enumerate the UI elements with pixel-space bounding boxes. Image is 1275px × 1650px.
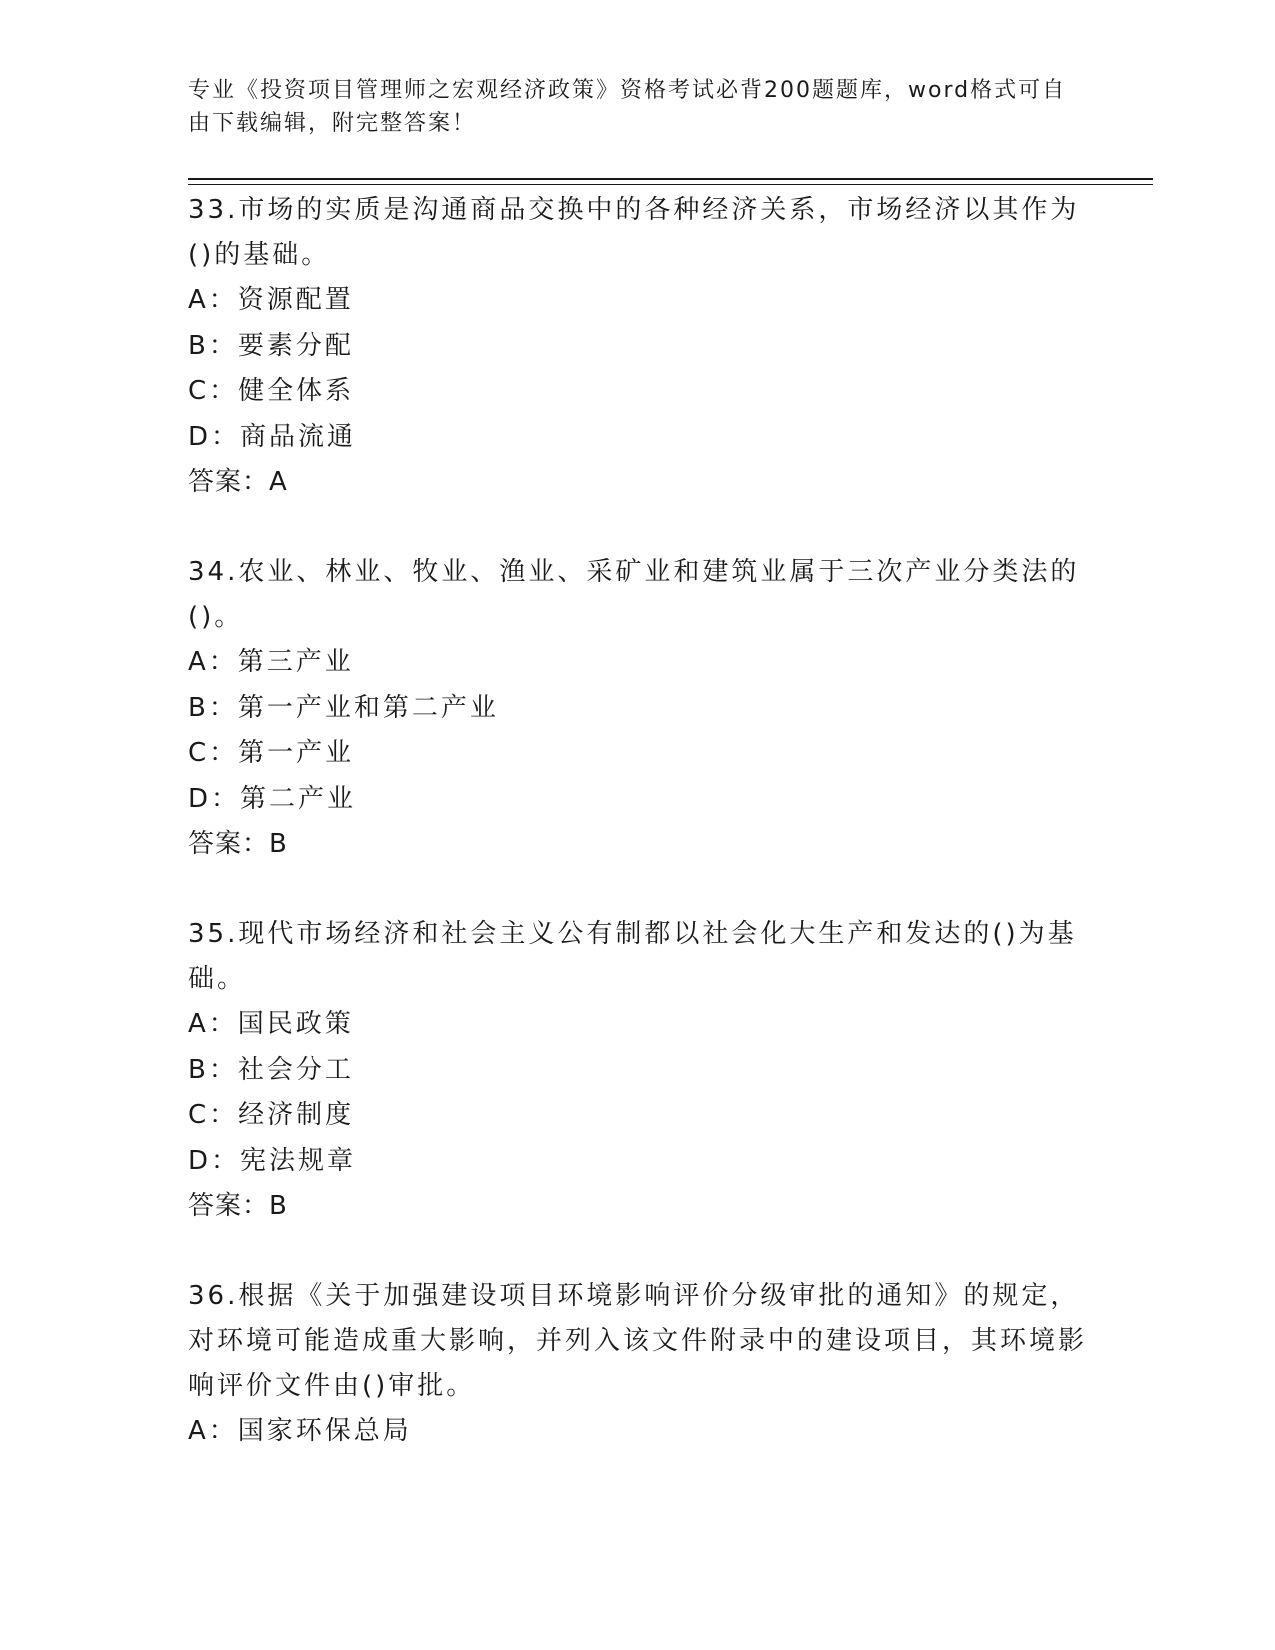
- question-35: [188, 912, 1088, 1229]
- answer-label: 答案：: [188, 829, 270, 859]
- option-c: C：健全体系: [188, 376, 355, 406]
- option-c: C：第一产业: [188, 738, 355, 768]
- question-34: [188, 550, 1088, 867]
- option-a: A：国民政策: [188, 1009, 354, 1039]
- question-33: [188, 188, 1088, 505]
- question-stem: 33.市场的实质是沟通商品交换中的各种经济关系，市场经济以其作为()的基础。: [188, 195, 1080, 270]
- option-a: A：资源配置: [188, 285, 354, 315]
- option-c: C：经济制度: [188, 1100, 355, 1130]
- answer-line: [188, 1184, 1088, 1229]
- answer-value: A: [269, 467, 288, 497]
- answer-line: [188, 822, 1088, 867]
- option-d: D：宪法规章: [188, 1145, 357, 1176]
- answer-label: 答案：: [188, 1191, 270, 1221]
- question-36: [188, 1274, 1088, 1455]
- header-divider-thin: [188, 184, 1153, 185]
- option-a: A：第三产业: [188, 647, 354, 677]
- option-b: B：第一产业和第二产业: [188, 692, 499, 723]
- answer-label: 答案：: [188, 467, 270, 497]
- header-divider-thick: [188, 178, 1153, 180]
- answer-value: B: [269, 829, 288, 859]
- option-d: D：商品流通: [188, 421, 357, 452]
- option-d: D：第二产业: [188, 783, 357, 814]
- question-stem: 36.根据《关于加强建设项目环境影响评价分级审批的通知》的规定，对环境可能造成重大影响，并列入该文件附录中的建设项目，其环境影响评价文件由()审批。: [188, 1281, 1088, 1401]
- question-list: [188, 188, 1088, 1500]
- document-header: 专业《投资项目管理师之宏观经济政策》资格考试必背200题题库，word格式可自由下载编辑，附完整答案！: [188, 78, 1067, 136]
- answer-line: [188, 460, 1088, 505]
- option-b: B：要素分配: [188, 330, 354, 361]
- option-a: A：国家环保总局: [188, 1416, 412, 1446]
- question-stem: 34.农业、林业、牧业、渔业、采矿业和建筑业属于三次产业分类法的()。: [188, 557, 1080, 632]
- answer-value: B: [269, 1191, 288, 1221]
- question-stem: 35.现代市场经济和社会主义公有制都以社会化大生产和发达的()为基础。: [188, 919, 1077, 994]
- option-b: B：社会分工: [188, 1054, 354, 1085]
